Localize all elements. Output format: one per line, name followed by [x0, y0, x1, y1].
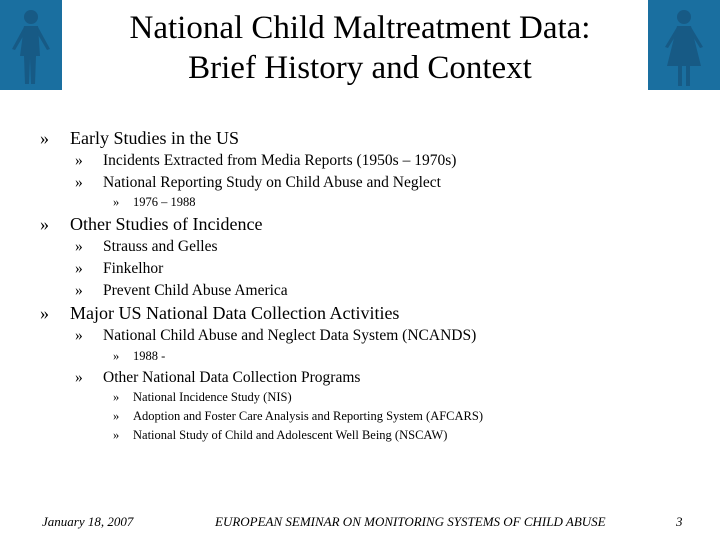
bullet-text: 1976 – 1988	[133, 195, 196, 209]
bullet-marker: »	[75, 152, 83, 169]
bullet-text: Major US National Data Collection Activities	[70, 303, 400, 323]
footer-event: EUROPEAN SEMINAR ON MONITORING SYSTEMS OF CHILD ABUSE	[215, 514, 606, 529]
bullet-text: National Study of Child and Adolescent Well Being (NSCAW)	[133, 428, 448, 442]
title-line-2: Brief History and Context	[188, 50, 532, 86]
bullet-item-level-2	[75, 174, 441, 192]
bullet-item-level-3	[113, 390, 292, 405]
footer-date: January 18, 2007	[42, 514, 134, 529]
bullet-item-level-2	[75, 282, 288, 300]
bullet-text: National Incidence Study (NIS)	[133, 390, 292, 404]
title-line-1: National Child Maltreatment Data:	[129, 10, 591, 46]
bullet-text: National Child Abuse and Neglect Data System (NCANDS)	[103, 327, 477, 344]
page-number: 3	[676, 514, 683, 529]
girl-figure-icon	[648, 0, 720, 90]
bullet-marker: »	[75, 369, 83, 386]
bullet-marker: »	[113, 409, 120, 423]
bullet-text: Finkelhor	[103, 260, 164, 277]
bullet-text: Adoption and Foster Care Analysis and Reporting System (AFCARS)	[133, 409, 483, 423]
bullet-text: Incidents Extracted from Media Reports (1950s – 1970s)	[103, 152, 457, 169]
bullet-marker: »	[75, 238, 83, 255]
boy-figure-icon	[0, 0, 62, 90]
bullet-item-level-2	[75, 369, 361, 387]
bullet-marker: »	[113, 349, 120, 363]
bullet-item-level-3	[113, 195, 196, 210]
bullet-item-level-1	[40, 303, 400, 324]
bullet-text: Strauss and Gelles	[103, 238, 218, 255]
bullet-marker: »	[75, 174, 83, 191]
bullet-text: Other National Data Collection Programs	[103, 369, 361, 386]
bullet-marker: »	[113, 195, 120, 209]
bullet-text: Early Studies in the US	[70, 128, 239, 148]
bullet-item-level-3	[113, 409, 483, 424]
slide-title	[70, 8, 650, 88]
bullet-text: Prevent Child Abuse America	[103, 282, 288, 299]
bullet-marker: »	[40, 303, 49, 323]
bullet-text: 1988 -	[133, 349, 166, 363]
bullet-marker: »	[40, 214, 49, 234]
bullet-item-level-2	[75, 238, 218, 256]
bullet-item-level-3	[113, 428, 448, 443]
bullet-marker: »	[75, 260, 83, 277]
bullet-marker: »	[40, 128, 49, 148]
bullet-marker: »	[75, 282, 83, 299]
bullet-item-level-2	[75, 327, 477, 345]
bullet-item-level-1	[40, 214, 263, 235]
bullet-text: National Reporting Study on Child Abuse and Neglect	[103, 174, 441, 191]
bullet-item-level-2	[75, 260, 164, 278]
bullet-item-level-2	[75, 152, 457, 170]
bullet-item-level-1	[40, 128, 239, 149]
bullet-marker: »	[113, 390, 120, 404]
bullet-marker: »	[113, 428, 120, 442]
bullet-text: Other Studies of Incidence	[70, 214, 263, 234]
bullet-marker: »	[75, 327, 83, 344]
bullet-item-level-3	[113, 349, 166, 364]
